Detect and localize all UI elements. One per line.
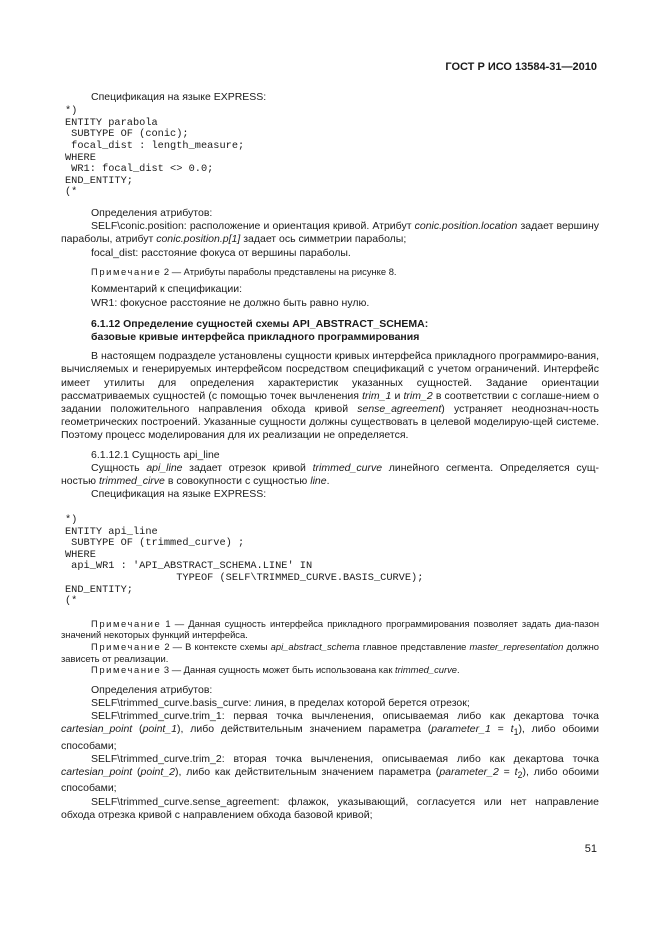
italic-term: sense_agreement bbox=[357, 402, 442, 415]
paragraph bbox=[61, 283, 599, 296]
italic-term: trim_2 bbox=[403, 389, 433, 402]
italic-term: t bbox=[514, 766, 518, 779]
text-run: Спецификация на языке EXPRESS: bbox=[91, 488, 267, 501]
italic-term: trimmed_cirve bbox=[98, 475, 165, 487]
italic-term: parameter_2 bbox=[439, 766, 499, 779]
text-run: базовые кривые интерфейса прикладного программирования bbox=[91, 330, 420, 343]
text-run: SELF\trimmed_curve.trim_2: вторая точка вычленения, описываемая либо как декартова точка bbox=[91, 752, 599, 765]
text-run: = bbox=[498, 766, 515, 779]
page-number: 51 bbox=[584, 843, 597, 855]
note-paragraph bbox=[61, 618, 599, 641]
text-run: 6.1.12 Определение сущностей схемы API_ABSTRACT_SCHEMA: bbox=[91, 317, 429, 330]
paragraph bbox=[61, 220, 599, 246]
paragraph bbox=[61, 796, 599, 822]
paragraph bbox=[61, 247, 599, 260]
italic-term: trim_1 bbox=[362, 389, 392, 402]
italic-term: trimmed_curve bbox=[312, 461, 383, 474]
text-run: линейного сегмента. Определяется сущ-ностью bbox=[61, 461, 599, 487]
italic-term: point_1 bbox=[142, 723, 178, 736]
italic-term: api_line bbox=[146, 461, 183, 474]
paragraph bbox=[61, 207, 599, 220]
text-run: 3 — Данная сущность может быть использована как bbox=[161, 664, 396, 676]
text-run: WR1: фокусное расстояние не должно быть равно нулю. bbox=[91, 296, 370, 309]
text-run: SELF\conic.position: расположение и ориентация кривой. Атрибут bbox=[91, 220, 415, 233]
note-paragraph bbox=[61, 641, 599, 664]
section-heading bbox=[61, 331, 599, 344]
paragraph bbox=[61, 753, 599, 796]
section-heading bbox=[61, 318, 599, 331]
text-run: задает вершину параболы, атрибут bbox=[61, 220, 599, 246]
paragraph bbox=[61, 684, 599, 697]
paragraph bbox=[61, 488, 599, 501]
text-run: Примечание bbox=[91, 617, 162, 629]
text-run: ) устраняет неоднознач-ность геометрических построений. Указанные сущности должны существовать в целевой моделирую-щей системе. Поэтому процесс моделирования для их реализации не определяется. bbox=[61, 402, 599, 442]
text-run: = bbox=[490, 723, 511, 736]
text-run: focal_dist: расстояние фокуса от вершины параболы. bbox=[91, 246, 351, 259]
note-paragraph bbox=[61, 664, 599, 676]
text-run: в соответствии с соглаше-нием о задании положительного направления обхода кривой bbox=[61, 389, 600, 415]
text-run: Примечание bbox=[91, 265, 162, 277]
text-run: ), либо обоими способами; bbox=[61, 766, 600, 795]
note-paragraph bbox=[61, 266, 599, 278]
text-run: Сущность bbox=[91, 461, 147, 474]
text-run: в совокупности с сущностью bbox=[164, 475, 311, 487]
document-header: ГОСТ Р ИСО 13584-31—2010 bbox=[445, 61, 597, 73]
text-run: Определения атрибутов: bbox=[91, 683, 213, 696]
text-run: 1 bbox=[513, 727, 519, 738]
text-run: 2 — В контексте схемы bbox=[161, 640, 271, 652]
text-run: SELF\trimmed_curve.basis_curve: линия, в пределах которой берется отрезок; bbox=[91, 696, 470, 709]
italic-term: cartesian_point bbox=[61, 766, 133, 779]
italic-term: trimmed_curve bbox=[395, 664, 458, 676]
text-run: Определения атрибутов: bbox=[91, 206, 213, 219]
italic-term: t bbox=[510, 723, 514, 736]
paragraph bbox=[61, 462, 599, 488]
paragraph bbox=[61, 297, 599, 310]
paragraph bbox=[61, 710, 599, 753]
text-run: В настоящем подразделе установлены сущности кривых интерфейса прикладного программиро-вания, вычисляемых и генерируемых интерфейсом посредством спецификаций с учетом ограничений. Интерфейс имеет утилиты для определения характеристик указанных сущностей. Задание ориентации рассматриваемых сущностей (с помощью точек вычленения bbox=[61, 350, 599, 402]
text-run: главное представление bbox=[359, 640, 470, 652]
text-run: и bbox=[391, 389, 404, 402]
text-run: ), либо обоими способами; bbox=[61, 723, 600, 752]
italic-term: conic.position.location bbox=[414, 220, 518, 233]
text-run: . bbox=[326, 475, 330, 487]
italic-term: api_abstract_schema bbox=[270, 640, 360, 652]
text-run: должно зависеть от реализации. bbox=[61, 640, 600, 664]
text-run: Комментарий к спецификации: bbox=[91, 283, 243, 296]
text-run: ), либо как действительным значением параметра ( bbox=[175, 766, 440, 779]
italic-term: point_2 bbox=[140, 766, 175, 779]
text-run: задает отрезок кривой bbox=[182, 461, 313, 474]
text-run: SELF\trimmed_curve.trim_1: первая точка вычленения, описываемая либо как декартова точка bbox=[91, 710, 599, 723]
text-run: SELF\trimmed_curve.sense_agreement: флажок, указывающий, согласуется или нет направление обхода отрезка кривой с направлением обхода базовой кривой; bbox=[61, 795, 599, 821]
text-run: 2 bbox=[517, 770, 523, 781]
document-body bbox=[61, 91, 599, 822]
text-run: Спецификация на языке EXPRESS: bbox=[91, 91, 267, 103]
text-run: ( bbox=[132, 766, 141, 779]
text-run: задает ось симметрии параболы; bbox=[240, 233, 407, 246]
express-code-block: *) ENTITY api_line SUBTYPE OF (trimmed_curve) ; WHERE api_WR1 : 'API_ABSTRACT_SCHEMA.LINE' IN TYPEOF (SELF\TRIMMED_CURVE.BASIS_CURVE); END_ENTITY; (* bbox=[65, 514, 424, 608]
italic-term: master_representation bbox=[469, 640, 564, 652]
paragraph bbox=[61, 91, 599, 104]
italic-term: line bbox=[310, 475, 327, 487]
paragraph bbox=[61, 350, 599, 442]
text-run: 6.1.12.1 Сущность api_line bbox=[91, 448, 220, 461]
express-code-block: *) ENTITY parabola SUBTYPE OF (conic); focal_dist : length_measure; WHERE WR1: focal_dist <> 0.0; END_ENTITY; (* bbox=[65, 105, 245, 199]
italic-term: conic.position.p[1] bbox=[156, 233, 241, 246]
text-run: 2 — Атрибуты параболы представлены на рисунке 8. bbox=[161, 265, 397, 277]
text-run: 1 — Данная сущность интерфейса прикладного программирования позволяет задать диа-пазон значений некоторых функций интерфейса. bbox=[61, 617, 599, 641]
paragraph bbox=[61, 697, 599, 710]
paragraph bbox=[61, 449, 599, 462]
text-run: Примечание bbox=[91, 664, 162, 676]
text-run: . bbox=[457, 664, 460, 676]
text-run: ( bbox=[132, 723, 143, 736]
italic-term: parameter_1 bbox=[431, 723, 491, 736]
italic-term: cartesian_point bbox=[61, 723, 133, 736]
text-run: Примечание bbox=[91, 640, 162, 652]
text-run: ), либо действительным значением параметра ( bbox=[177, 723, 432, 736]
